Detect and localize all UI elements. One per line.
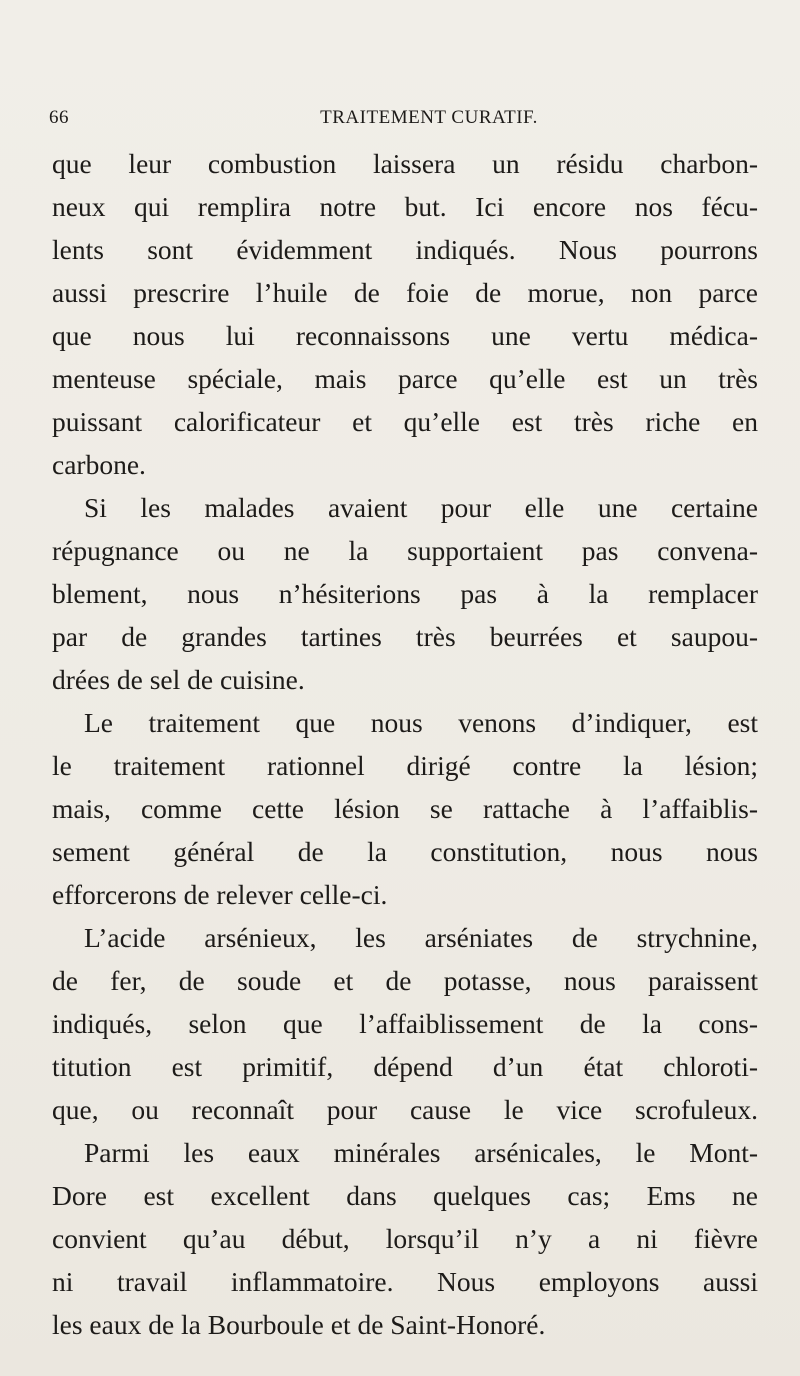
text-line: carbone. <box>52 449 146 480</box>
text-line: menteuse spéciale, mais parce qu’elle est un très <box>52 363 758 394</box>
text-line: de fer, de soude et de potasse, nous paraissent <box>52 965 758 996</box>
text-line: sement général de la constitution, nous nous <box>52 836 758 867</box>
text-line: que nous lui reconnaissons une vertu médica- <box>52 320 758 351</box>
text-line: indiqués, selon que l’affaiblissement de la cons- <box>52 1008 758 1039</box>
text-line: par de grandes tartines très beurrées et saupou- <box>52 621 758 652</box>
text-line: efforcerons de relever celle-ci. <box>52 879 388 910</box>
text-line: neux qui remplira notre but. Ici encore nos fécu- <box>52 191 758 222</box>
text-line: Dore est excellent dans quelques cas; Ems ne <box>52 1180 758 1211</box>
running-head: TRAITEMENT CURATIF. <box>320 107 538 128</box>
text-line: les eaux de la Bourboule et de Saint-Honoré. <box>52 1309 546 1340</box>
text-line: aussi prescrire l’huile de foie de morue, non parce <box>52 277 758 308</box>
text-line: répugnance ou ne la supportaient pas convena- <box>52 535 758 566</box>
text-line: ni travail inflammatoire. Nous employons aussi <box>52 1266 758 1297</box>
text-line: lents sont évidemment indiqués. Nous pourrons <box>52 234 758 265</box>
text-line: titution est primitif, dépend d’un état chloroti- <box>52 1051 758 1082</box>
text-line: Parmi les eaux minérales arsénicales, le Mont- <box>84 1137 758 1168</box>
text-line: convient qu’au début, lorsqu’il n’y a ni fièvre <box>52 1223 758 1254</box>
page-number: 66 <box>49 107 69 128</box>
text-line: Si les malades avaient pour elle une certaine <box>84 492 758 523</box>
text-line: que, ou reconnaît pour cause le vice scrofuleux. <box>52 1094 758 1125</box>
text-line: puissant calorificateur et qu’elle est très riche en <box>52 406 758 437</box>
text-line: Le traitement que nous venons d’indiquer, est <box>84 707 758 738</box>
text-line: que leur combustion laissera un résidu charbon- <box>52 148 758 179</box>
text-line: mais, comme cette lésion se rattache à l’affaiblis- <box>52 793 758 824</box>
text-line: le traitement rationnel dirigé contre la lésion; <box>52 750 758 781</box>
body-text <box>52 142 758 1346</box>
page-header <box>49 107 769 133</box>
text-line: blement, nous n’hésiterions pas à la remplacer <box>52 578 758 609</box>
text-line: drées de sel de cuisine. <box>52 664 305 695</box>
text-line: L’acide arsénieux, les arséniates de strychnine, <box>84 922 758 953</box>
